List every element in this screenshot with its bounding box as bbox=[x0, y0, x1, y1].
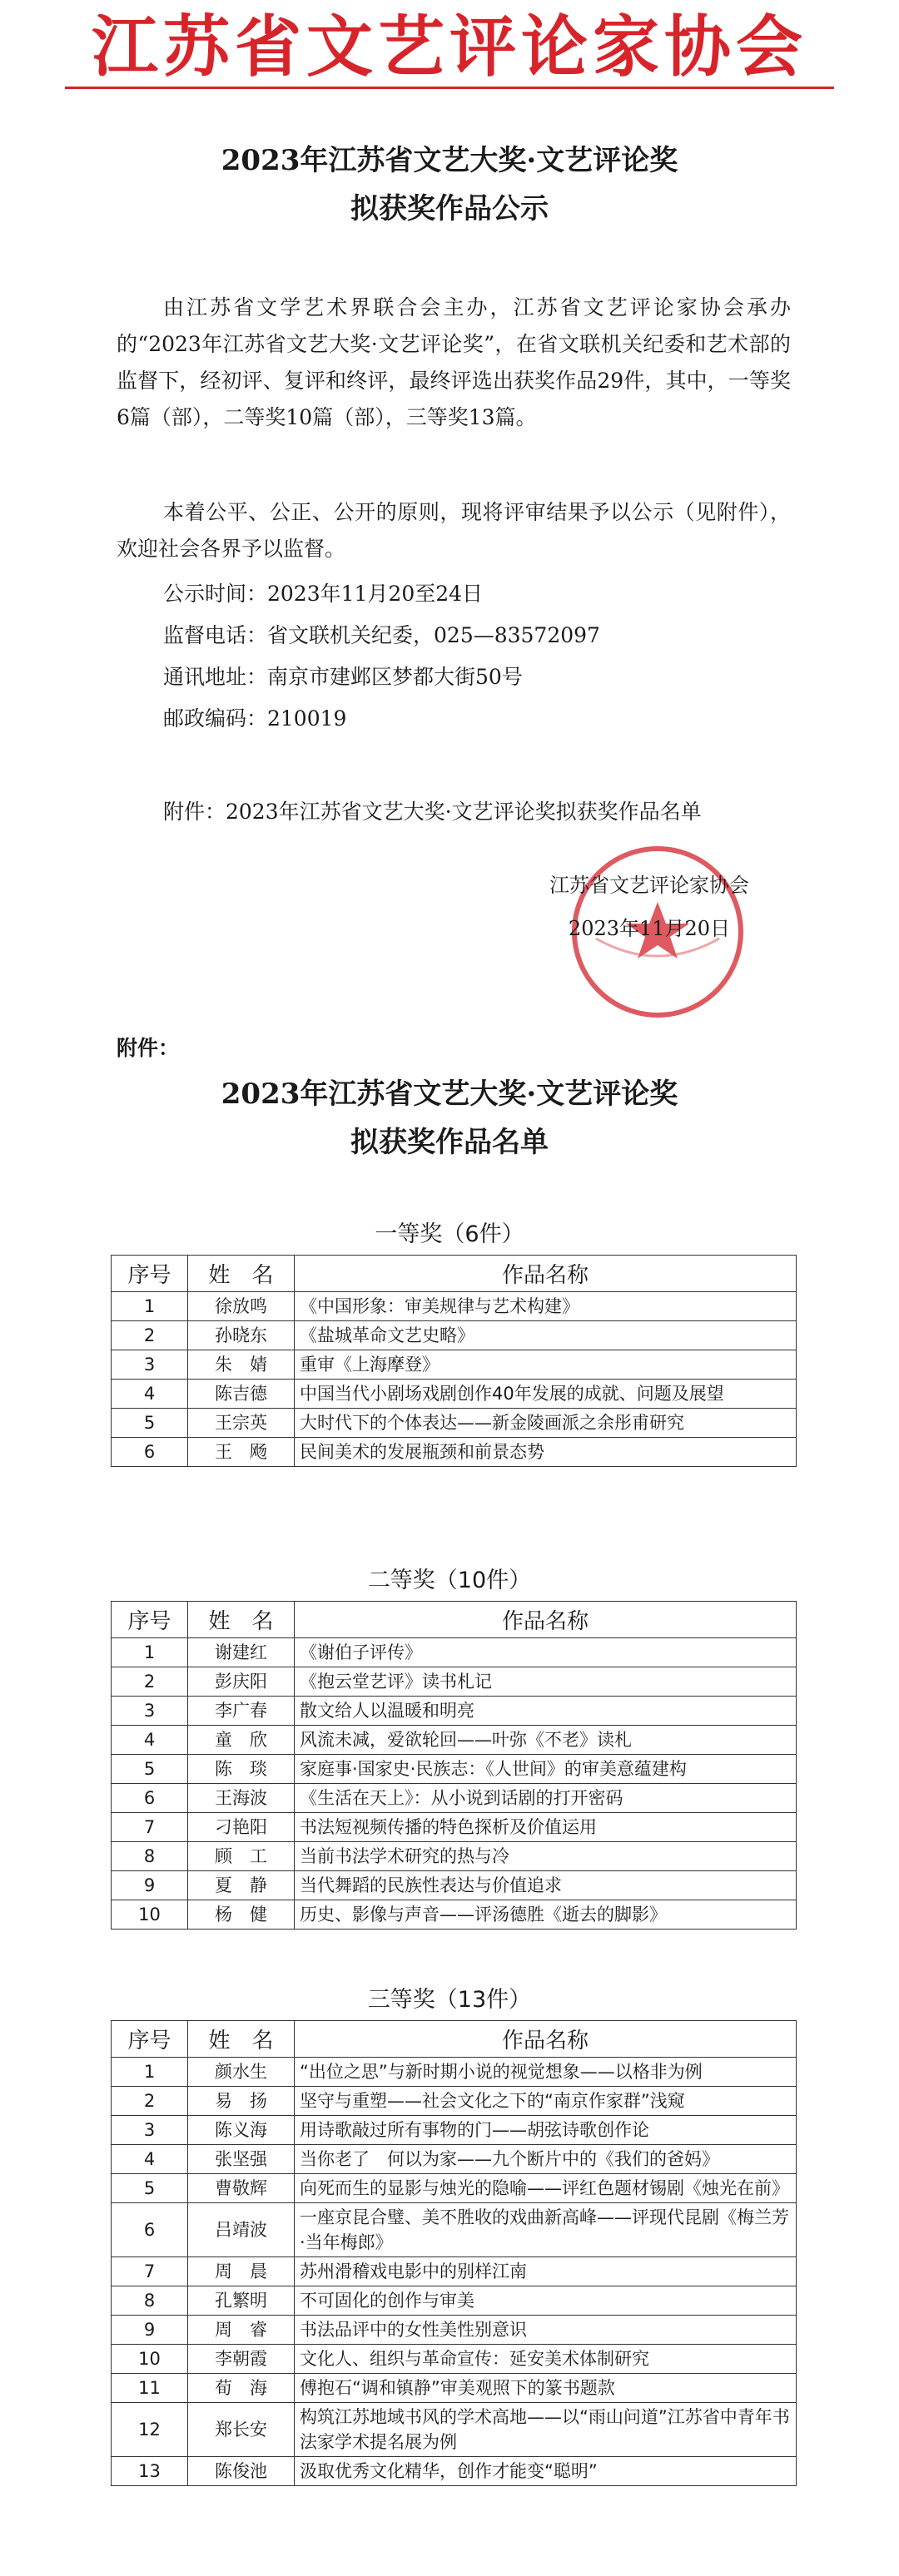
row-no: 6 bbox=[112, 2203, 188, 2257]
row-name: 王 飏 bbox=[188, 1438, 295, 1467]
row-no: 4 bbox=[112, 1726, 188, 1755]
org-letterhead-title: 江苏省文艺评论家协会 bbox=[92, 7, 807, 86]
table-row bbox=[112, 1380, 797, 1409]
notice-title-line1: 2023年江苏省文艺大奖·文艺评论奖 bbox=[221, 144, 678, 177]
row-name: 荀 海 bbox=[188, 2374, 295, 2403]
row-no: 1 bbox=[112, 1638, 188, 1667]
table-row bbox=[112, 1755, 797, 1784]
table-row bbox=[112, 1900, 797, 1930]
row-work: 构筑江苏地域书风的学术高地——以“雨山问道”江苏省中青年书法家学术提名展为例 bbox=[295, 2403, 797, 2457]
notice-attachment-line: 附件：2023年江苏省文艺大奖·文艺评论奖拟获奖作品名单 bbox=[163, 800, 702, 824]
row-no: 3 bbox=[112, 1350, 188, 1380]
table-row bbox=[112, 1438, 797, 1467]
row-no: 2 bbox=[112, 1667, 188, 1697]
row-name: 孔繁明 bbox=[188, 2286, 295, 2316]
row-work: 《抱云堂艺评》读书札记 bbox=[295, 1667, 797, 1697]
col-header-no: 序号 bbox=[112, 1256, 188, 1292]
table-row bbox=[112, 2403, 797, 2457]
col-header-no: 序号 bbox=[112, 2021, 188, 2058]
row-work: 《生活在天上》：从小说到话剧的打开密码 bbox=[295, 1784, 797, 1813]
row-name: 李广春 bbox=[188, 1697, 295, 1726]
row-work: 《中国形象：审美规律与艺术构建》 bbox=[295, 1292, 797, 1321]
row-no: 4 bbox=[112, 1380, 188, 1409]
row-no: 7 bbox=[112, 1813, 188, 1842]
row-name: 郑长安 bbox=[188, 2403, 295, 2457]
row-work: 傅抱石“调和镇静”审美观照下的篆书题款 bbox=[295, 2374, 797, 2403]
row-work: 历史、影像与声音——评汤德胜《逝去的脚影》 bbox=[295, 1900, 797, 1930]
row-name: 陈义海 bbox=[188, 2116, 295, 2145]
row-name: 朱 婧 bbox=[188, 1350, 295, 1380]
table-row bbox=[112, 1726, 797, 1755]
row-work: “出位之思”与新时期小说的视觉想象——以格非为例 bbox=[295, 2058, 797, 2087]
row-name: 谢建红 bbox=[188, 1638, 295, 1667]
appendix-title-line1: 2023年江苏省文艺大奖·文艺评论奖 bbox=[221, 1077, 678, 1111]
third-prize-title: 三等奖（13件） bbox=[367, 1987, 532, 2013]
notice-phone: 监督电话：省文联机关纪委，025—83572097 bbox=[163, 623, 600, 647]
row-work: 当前书法学术研究的热与冷 bbox=[295, 1842, 797, 1871]
col-header-name: 姓 名 bbox=[188, 2021, 295, 2058]
row-name: 陈吉德 bbox=[188, 1380, 295, 1409]
row-no: 1 bbox=[112, 2058, 188, 2087]
row-name: 夏 静 bbox=[188, 1871, 295, 1900]
row-name: 童 欣 bbox=[188, 1726, 295, 1755]
row-work: 家庭事·国家史·民族志：《人世间》的审美意蕴建构 bbox=[295, 1755, 797, 1784]
row-name: 张坚强 bbox=[188, 2145, 295, 2174]
appendix-label: 附件： bbox=[117, 1036, 180, 1060]
row-name: 李朝霞 bbox=[188, 2345, 295, 2374]
table-row bbox=[112, 2203, 797, 2257]
row-no: 9 bbox=[112, 2316, 188, 2345]
row-work: 书法短视频传播的特色探析及价值运用 bbox=[295, 1813, 797, 1842]
row-work: 文化人、组织与革命宣传：延安美术体制研究 bbox=[295, 2345, 797, 2374]
notice-paragraph-1: 由江苏省文学艺术界联合会主办，江苏省文艺评论家协会承办的“2023年江苏省文艺大奖·文艺评论奖”，在省文联机关纪委和艺术部的监督下，经初评、复评和终评，最终评选出获奖作品29件，其中，一等奖6篇（部），二等奖10篇（部），三等奖13篇。 bbox=[117, 295, 791, 429]
row-name: 吕靖波 bbox=[188, 2203, 295, 2257]
appendix-title-line2: 拟获奖作品名单 bbox=[350, 1126, 549, 1159]
row-no: 10 bbox=[112, 1900, 188, 1930]
row-name: 孙晓东 bbox=[188, 1321, 295, 1350]
row-name: 顾 工 bbox=[188, 1842, 295, 1871]
row-no: 4 bbox=[112, 2145, 188, 2174]
table-header-row bbox=[112, 1602, 797, 1638]
table-row bbox=[112, 2174, 797, 2203]
row-work: 不可固化的创作与审美 bbox=[295, 2286, 797, 2316]
row-no: 8 bbox=[112, 1842, 188, 1871]
row-work: 坚守与重塑——社会文化之下的“南京作家群”浅窥 bbox=[295, 2087, 797, 2116]
row-work: 大时代下的个体表达——新金陵画派之余彤甫研究 bbox=[295, 1409, 797, 1438]
table-row bbox=[112, 1813, 797, 1842]
row-name: 徐放鸣 bbox=[188, 1292, 295, 1321]
notice-period: 公示时间：2023年11月20至24日 bbox=[163, 582, 484, 606]
row-no: 1 bbox=[112, 1292, 188, 1321]
row-no: 2 bbox=[112, 2087, 188, 2116]
row-work: 一座京昆合璧、美不胜收的戏曲新高峰——评现代昆剧《梅兰芳·当年梅郎》 bbox=[295, 2203, 797, 2257]
table-row bbox=[112, 2116, 797, 2145]
table-row bbox=[112, 1292, 797, 1321]
row-work: 用诗歌敲过所有事物的门——胡弦诗歌创作论 bbox=[295, 2116, 797, 2145]
signature-date: 2023年11月20日 bbox=[568, 917, 731, 940]
row-no: 12 bbox=[112, 2403, 188, 2457]
row-name: 颜水生 bbox=[188, 2058, 295, 2087]
col-header-work: 作品名称 bbox=[295, 2021, 797, 2058]
letterhead-rule bbox=[65, 87, 834, 89]
notice-title-line2: 拟获奖作品公示 bbox=[350, 192, 549, 225]
row-no: 3 bbox=[112, 2116, 188, 2145]
first-prize-table bbox=[111, 1255, 797, 1467]
row-no: 10 bbox=[112, 2345, 188, 2374]
table-row bbox=[112, 1638, 797, 1667]
col-header-name: 姓 名 bbox=[188, 1256, 295, 1292]
signature-org: 江苏省文艺评论家协会 bbox=[549, 874, 749, 897]
row-work: 散文给人以温暖和明亮 bbox=[295, 1697, 797, 1726]
row-name: 王海波 bbox=[188, 1784, 295, 1813]
row-name: 彭庆阳 bbox=[188, 1667, 295, 1697]
table-row bbox=[112, 1697, 797, 1726]
row-name: 周 睿 bbox=[188, 2316, 295, 2345]
row-work: 重审《上海摩登》 bbox=[295, 1350, 797, 1380]
row-name: 易 扬 bbox=[188, 2087, 295, 2116]
notice-address: 通讯地址：南京市建邺区梦都大街50号 bbox=[163, 665, 523, 689]
row-work: 苏州滑稽戏电影中的别样江南 bbox=[295, 2257, 797, 2286]
table-row bbox=[112, 2145, 797, 2174]
table-row bbox=[112, 2345, 797, 2374]
second-prize-table bbox=[111, 1601, 797, 1930]
col-header-work: 作品名称 bbox=[295, 1256, 797, 1292]
row-no: 5 bbox=[112, 2174, 188, 2203]
row-work: 汲取优秀文化精华，创作才能变“聪明” bbox=[295, 2457, 797, 2486]
notice-paragraph-2: 本着公平、公正、公开的原则，现将评审结果予以公示（见附件），欢迎社会各界予以监督。 bbox=[117, 500, 791, 561]
row-work: 当代舞蹈的民族性表达与价值追求 bbox=[295, 1871, 797, 1900]
letterhead bbox=[0, 0, 899, 100]
row-no: 9 bbox=[112, 1871, 188, 1900]
col-header-work: 作品名称 bbox=[295, 1602, 797, 1638]
first-prize-title: 一等奖（6件） bbox=[375, 1221, 524, 1247]
table-row bbox=[112, 2058, 797, 2087]
table-row bbox=[112, 2457, 797, 2486]
row-name: 曹敬辉 bbox=[188, 2174, 295, 2203]
table-header-row bbox=[112, 1256, 797, 1292]
row-work: 《盐城革命文艺史略》 bbox=[295, 1321, 797, 1350]
table-row bbox=[112, 1350, 797, 1380]
row-no: 2 bbox=[112, 1321, 188, 1350]
row-work: 书法品评中的女性美性别意识 bbox=[295, 2316, 797, 2345]
row-work: 民间美术的发展瓶颈和前景态势 bbox=[295, 1438, 797, 1467]
row-no: 5 bbox=[112, 1755, 188, 1784]
row-no: 6 bbox=[112, 1784, 188, 1813]
row-name: 刁艳阳 bbox=[188, 1813, 295, 1842]
row-work: 向死而生的显影与烛光的隐喻——评红色题材锡剧《烛光在前》 bbox=[295, 2174, 797, 2203]
row-name: 杨 健 bbox=[188, 1900, 295, 1930]
table-row bbox=[112, 1667, 797, 1697]
row-no: 5 bbox=[112, 1409, 188, 1438]
row-work: 风流未减，爱欲轮回——叶弥《不老》读札 bbox=[295, 1726, 797, 1755]
row-no: 7 bbox=[112, 2257, 188, 2286]
row-no: 6 bbox=[112, 1438, 188, 1467]
table-row bbox=[112, 2087, 797, 2116]
table-row bbox=[112, 2374, 797, 2403]
table-row bbox=[112, 2257, 797, 2286]
table-row bbox=[112, 1321, 797, 1350]
col-header-name: 姓 名 bbox=[188, 1602, 295, 1638]
table-row bbox=[112, 1842, 797, 1871]
row-work: 中国当代小剧场戏剧创作40年发展的成就、问题及展望 bbox=[295, 1380, 797, 1409]
row-no: 3 bbox=[112, 1697, 188, 1726]
col-header-no: 序号 bbox=[112, 1602, 188, 1638]
second-prize-title: 二等奖（10件） bbox=[367, 1568, 532, 1593]
row-name: 陈 琰 bbox=[188, 1755, 295, 1784]
notice-postcode: 邮政编码：210019 bbox=[163, 706, 347, 731]
table-row bbox=[112, 1871, 797, 1900]
table-header-row bbox=[112, 2021, 797, 2058]
row-work: 当你老了 何以为家——九个断片中的《我们的爸妈》 bbox=[295, 2145, 797, 2174]
row-name: 王宗英 bbox=[188, 1409, 295, 1438]
row-no: 13 bbox=[112, 2457, 188, 2486]
table-row bbox=[112, 1409, 797, 1438]
row-no: 8 bbox=[112, 2286, 188, 2316]
table-row bbox=[112, 2316, 797, 2345]
row-work: 《谢伯子评传》 bbox=[295, 1638, 797, 1667]
row-name: 周 晨 bbox=[188, 2257, 295, 2286]
table-row bbox=[112, 2286, 797, 2316]
row-no: 11 bbox=[112, 2374, 188, 2403]
third-prize-table bbox=[111, 2020, 797, 2486]
table-row bbox=[112, 1784, 797, 1813]
row-name: 陈俊池 bbox=[188, 2457, 295, 2486]
